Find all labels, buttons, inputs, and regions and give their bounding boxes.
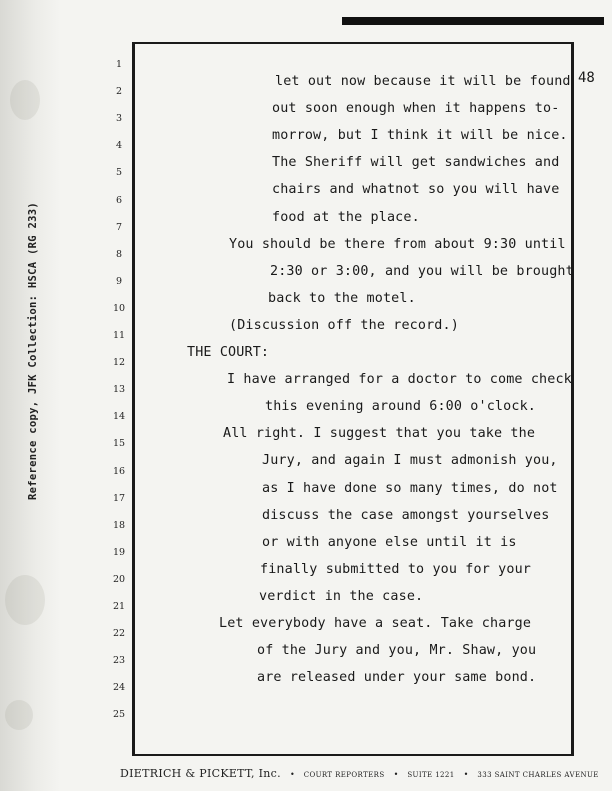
footer-address: 333 SAINT CHARLES AVENUE [477,771,599,779]
transcript-line: as I have done so many times, do not [262,480,558,496]
transcript-line: You should be there from about 9:30 until [229,236,566,252]
line-number: 23 [112,655,126,667]
transcript-line: Jury, and again I must admonish you, [262,453,558,469]
line-number: 19 [112,546,126,558]
transcript-line: morrow, but I think it will be nice. [272,128,568,144]
page-frame-top [132,42,574,44]
transcript-line: chairs and whatnot so you will have [272,182,560,198]
line-number: 12 [112,357,126,369]
page-frame-left [132,43,135,755]
page-frame-right [571,43,574,755]
line-number: 25 [112,709,126,721]
line-number: 11 [112,330,126,341]
transcript-line: this evening around 6:00 o'clock. [265,399,536,415]
transcript-line: let out now because it will be found [275,74,571,89]
line-number: 3 [115,113,123,125]
transcript-line: All right. I suggest that you take the [223,426,536,442]
line-number: 24 [112,682,126,694]
transcript-line: 2:30 or 3:00, and you will be brought [270,263,574,279]
line-number: 2 [115,86,123,98]
line-number: 17 [112,492,126,504]
transcript-line: The Sheriff will get sandwiches and [272,155,560,171]
transcript-line: THE COURT: [187,345,270,360]
line-number: 20 [112,573,126,585]
line-number: 6 [115,194,123,206]
page-frame-bottom [132,754,574,756]
transcript-line: are released under your same bond. [257,670,537,686]
footer [120,767,599,780]
line-number: 9 [115,275,123,287]
line-number: 5 [115,167,123,179]
scan-smudge [5,700,33,730]
transcript-line: I have arranged for a doctor to come check [227,372,572,388]
footer-separator: • [289,770,295,779]
line-number: 15 [112,438,126,450]
footer-separator: • [463,770,469,779]
transcript-line: discuss the case amongst yourselves [262,507,550,523]
line-number: 7 [115,221,123,233]
footer-role: COURT REPORTERS [303,771,385,779]
reference-stamp: Reference copy, JFK Collection: HSCA (RG 233) [27,202,39,500]
line-number: 21 [112,601,126,612]
line-number: 14 [112,411,126,423]
transcript-line: (Discussion off the record.) [229,317,459,333]
transcript-line: verdict in the case. [259,588,424,604]
scan-smudge [10,80,40,120]
transcript-line: out soon enough when it happens to- [272,101,560,117]
line-number: 16 [112,465,126,477]
top-rule [342,17,604,25]
scan-smudge [5,575,45,625]
transcript-line: back to the motel. [268,290,416,306]
transcript-line: food at the place. [272,209,420,225]
footer-separator: • [393,770,399,779]
transcript-line: finally submitted to you for your [260,561,531,577]
transcript-line: or with anyone else until it is [262,534,517,550]
line-number: 22 [112,628,126,640]
line-number: 13 [112,384,126,396]
footer-firm: DIETRICH & PICKETT, Inc. [120,767,281,780]
line-number: 4 [115,140,123,152]
page-number: 48 [578,70,595,86]
line-number: 8 [115,248,123,260]
line-number: 1 [115,59,123,70]
line-number: 10 [112,302,126,314]
transcript-line: of the Jury and you, Mr. Shaw, you [257,643,537,659]
footer-suite: SUITE 1221 [407,771,455,779]
line-number: 18 [112,519,126,531]
transcript-line: Let everybody have a seat. Take charge [219,616,532,631]
